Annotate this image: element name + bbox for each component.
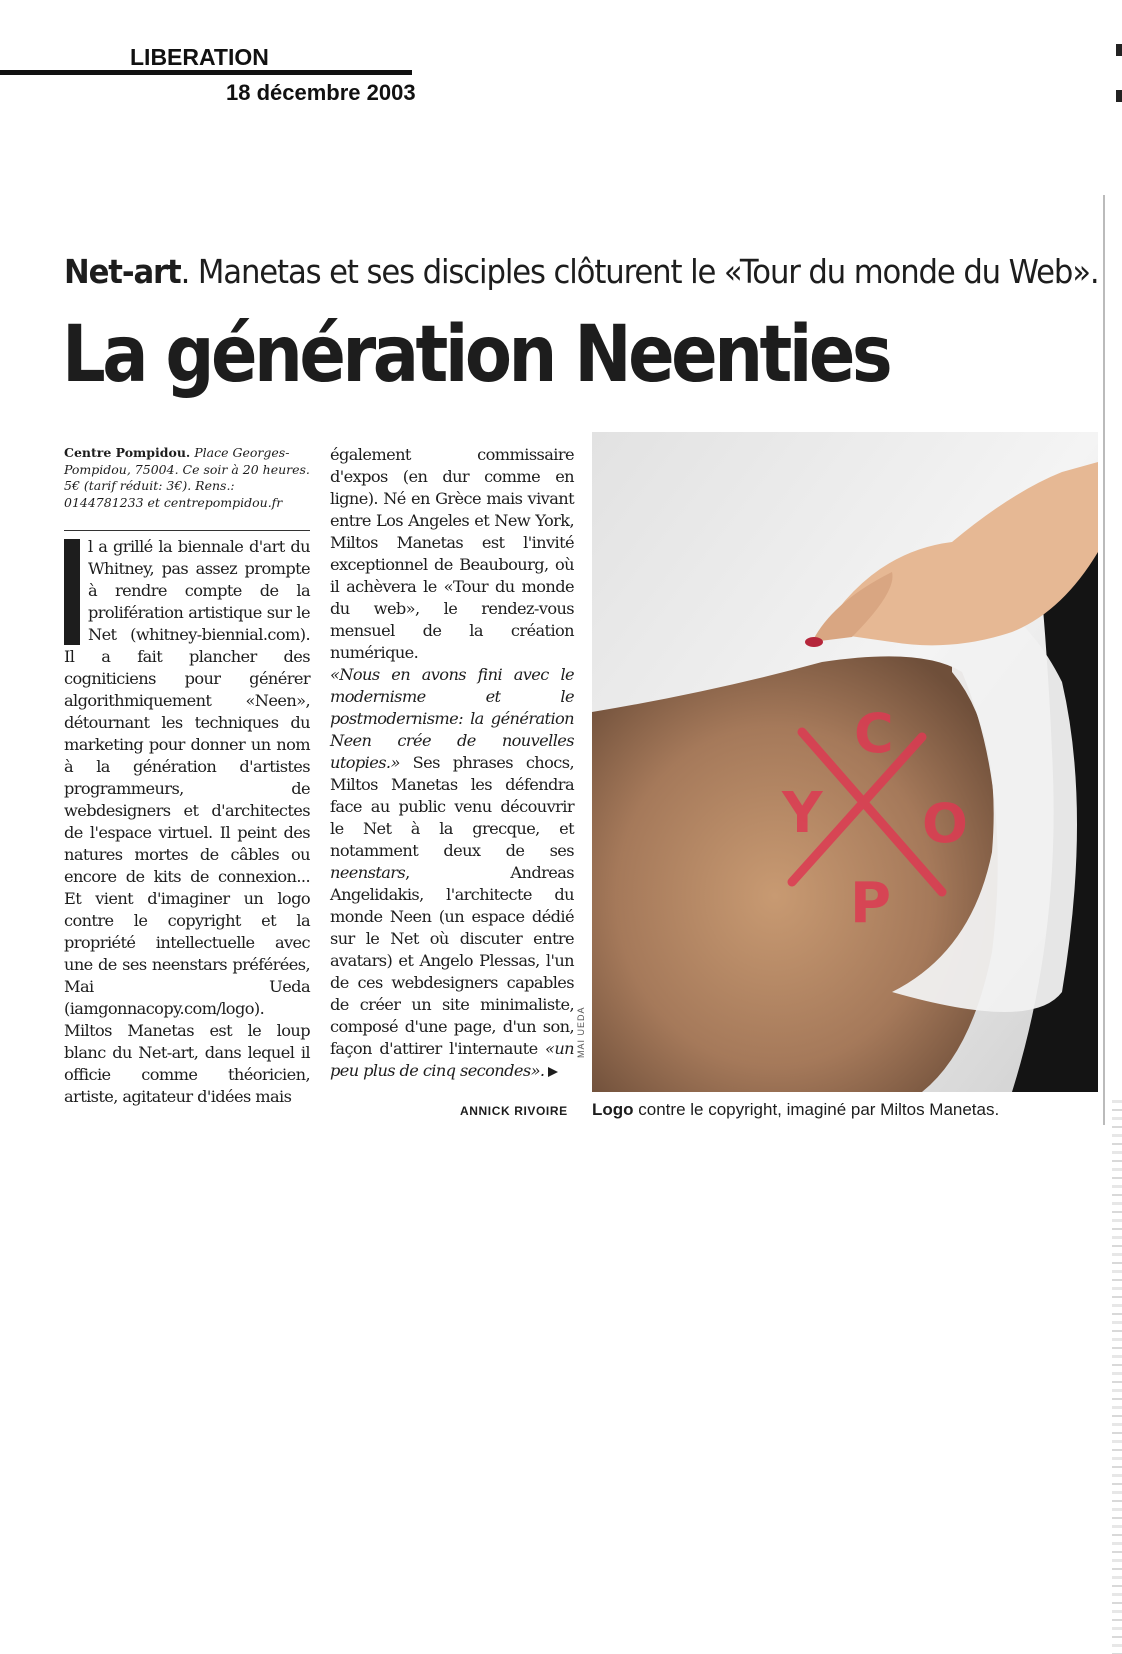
event-details: Place Georges-Pompidou, 75004. Ce soir à 20 heures. 5€ (tarif réduit: 3€). Rens.: 0144781233 et centrepompidou.fr — [64, 445, 310, 510]
event-info — [64, 445, 312, 511]
logo-letter-o: O — [922, 792, 968, 855]
publication-date: 18 décembre 2003 — [226, 80, 416, 105]
drop-cap — [64, 539, 80, 645]
author-signature: ANNICK RIVOIRE — [460, 1104, 568, 1118]
kicker-bold: Net-art — [64, 252, 181, 291]
publication-name: LIBERATION — [130, 44, 269, 70]
column-1-paragraph-2: Miltos Manetas est le loup blanc du Net-art, dans lequel il officie comme théoricien, artiste, agitateur d'idées mais — [64, 1021, 310, 1106]
article-column-2 — [330, 444, 574, 1082]
kicker-text: . Manetas et ses disciples clôturent le «Tour du monde du Web». — [180, 252, 1099, 291]
column-2-paragraph: également commissaire d'expos (en dur comme en ligne). Né en Grèce mais vivant entre Los Angeles et New York, Miltos Manetas est l'invité exceptionnel de Beaubourg, où il achèvera le «Tour du monde du web», le rendez-vous mensuel de la création numérique. — [330, 445, 574, 662]
neenstars-term: neenstars — [330, 863, 406, 882]
photo-caption — [592, 1100, 999, 1120]
final-quote: «un peu plus de cinq secondes». — [330, 1039, 574, 1080]
caption-bold: Logo — [592, 1100, 634, 1119]
caption-text: contre le copyright, imaginé par Miltos Manetas. — [633, 1100, 1000, 1119]
column-2-text: Ses phrases chocs, Miltos Manetas les défendra face au public venu découvrir le Net à la grecque, et notamment deux de ses — [330, 753, 574, 860]
info-divider — [64, 530, 310, 531]
photo-illustration — [592, 432, 1098, 1092]
scan-edge-line — [1103, 195, 1105, 1125]
logo-letter-c: C — [854, 702, 894, 765]
scan-edge-noise — [1112, 1100, 1122, 1654]
end-mark-icon — [548, 1067, 558, 1077]
article-kicker — [64, 252, 1099, 291]
article-column-1 — [64, 536, 310, 1108]
scan-edge-mark — [1116, 90, 1122, 102]
event-venue: Centre Pompidou. — [64, 445, 191, 460]
article-headline: La génération Neenties — [62, 310, 890, 400]
fingernail — [805, 637, 823, 647]
logo-letter-y: Y — [782, 781, 823, 846]
column-2-text-2: , Andreas Angelidakis, l'architecte du monde Neen (un espace dédié sur le Net où discuter entre avatars) et Angelo Plessas, l'un de ces webdesigners capables de créer un site minimaliste, composé d'une page, d'un son, façon d'attirer l'internaute — [330, 863, 574, 1058]
article-photo — [592, 432, 1098, 1092]
column-1-paragraph: l a grillé la biennale d'art du Whitney, pas assez prompte à rendre compte de la prolifération artistique sur le Net (whitney-biennial.com). Il a fait plancher des cogniticiens pour générer algorithmiquement «Neen», détournant les techniques du marketing pour donner un nom à la génération d'artistes programmeurs, de webdesigners et d'architectes de l'espace virtuel. Il peint des natures mortes de câbles ou encore de kits de connexion... Et vient d'imaginer un logo contre le copyright et la propriété intellectuelle avec une de ses neenstars préférées, Mai Ueda (iamgonnacopy.com/logo). — [64, 537, 310, 1018]
quote-text: «Nous en avons fini avec le modernisme et le postmodernisme: la génération Neen crée de nouvelles utopies.» — [330, 665, 574, 772]
column-2-paragraph-2 — [330, 664, 574, 1082]
scan-edge-mark — [1116, 44, 1122, 56]
photo-credit: MAI UEDA — [576, 1006, 586, 1058]
logo-letter-p: P — [850, 871, 892, 936]
